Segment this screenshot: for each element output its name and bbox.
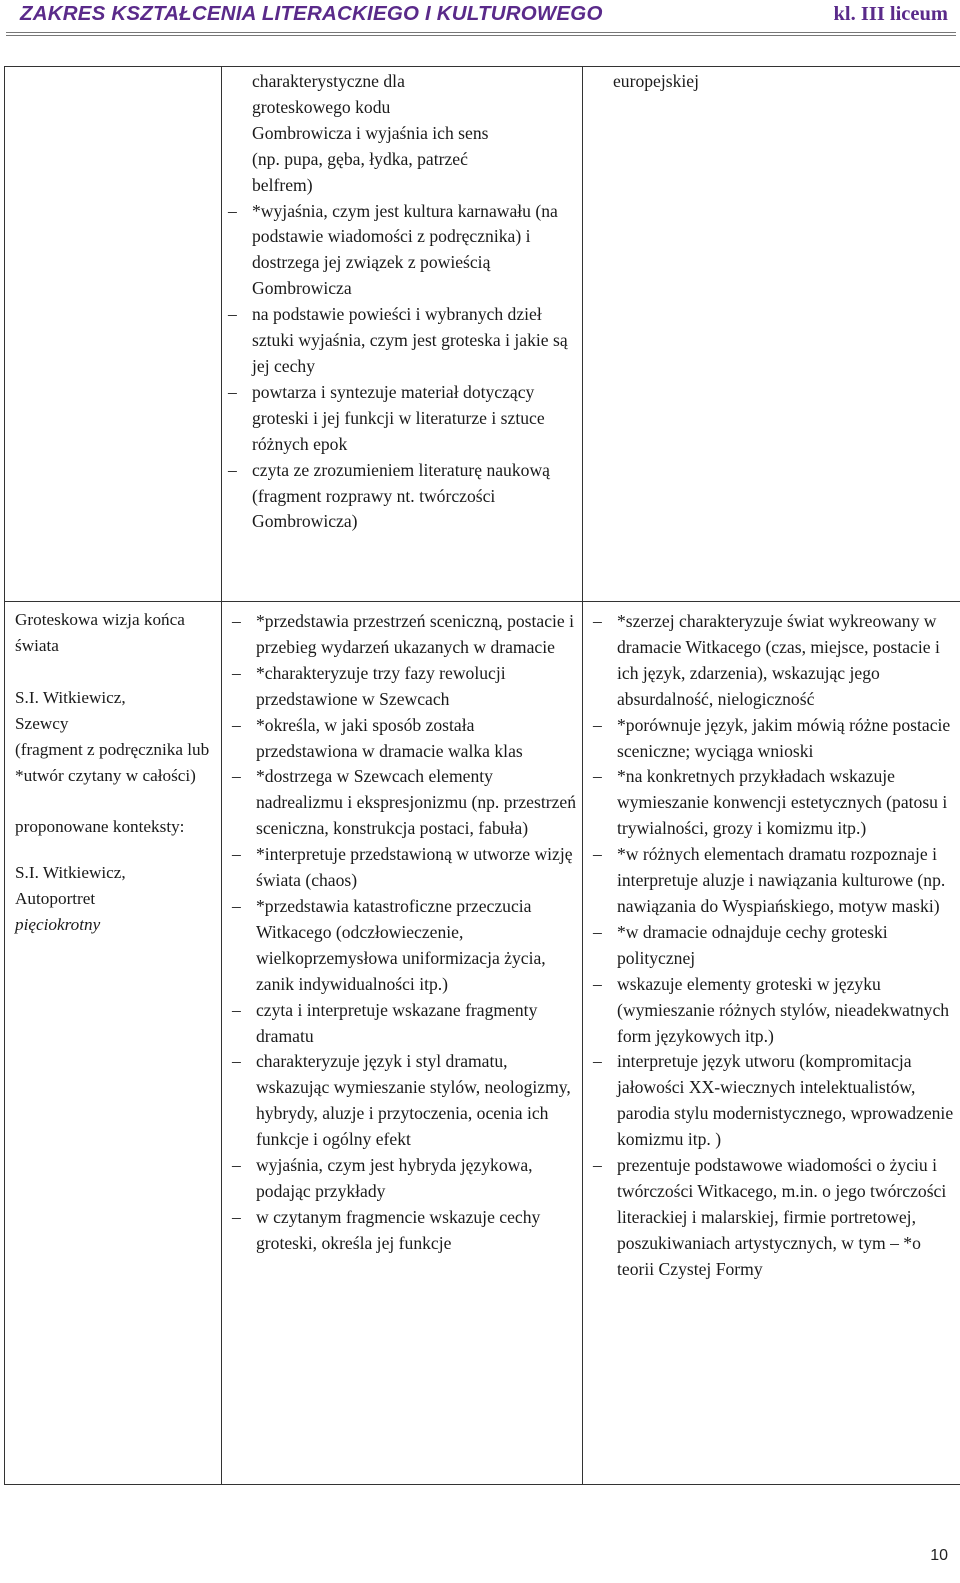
list-item: – *przedstawia przestrzeń sceniczną, postacie i przebieg wydarzeń ukazanych w dramacie <box>226 609 578 661</box>
page-header <box>0 0 960 34</box>
header-rule-bottom <box>6 35 956 36</box>
list-item: – interpretuje język utworu (kompromitacja jałowości XX-wiecznych intelektualistów, parodia stylu modernistycznego, wprowadzenie komizmu itp. ) <box>587 1049 956 1153</box>
work-title: Autoportret <box>15 889 96 909</box>
table-row <box>5 67 960 602</box>
table-row <box>5 602 960 1485</box>
class-level: kl. III liceum <box>833 3 948 25</box>
extended-requirements-cell <box>583 67 960 602</box>
extended-requirements-list <box>587 609 956 1283</box>
work-title: pięciokrotny <box>15 915 101 935</box>
list-item: – powtarza i syntezuje materiał dotyczący groteski i jej funkcji w literaturze i sztuce różnych epok <box>252 380 578 458</box>
topic-title: Groteskowa wizja końca świata <box>15 610 185 655</box>
curriculum-table <box>4 66 960 1485</box>
requirements-list <box>252 199 578 536</box>
text-line: belfrem) <box>252 174 313 195</box>
list-item: – *na konkretnych przykładach wskazuje wymieszanie konwencji estetycznych (patosu i trywialności, grozy i komizmu itp.) <box>587 764 956 842</box>
author: S.I. Witkiewicz, <box>15 863 126 883</box>
list-item: – czyta i interpretuje wskazane fragmenty dramatu <box>226 998 578 1050</box>
text-line: (np. pupa, gęba, łydka, patrzeć <box>252 148 468 169</box>
topic-cell <box>5 67 222 602</box>
requirements-cell <box>222 602 583 1485</box>
list-item: – wskazuje elementy groteski w języku (wymieszanie różnych stylów, nieadekwatnych form językowych itp.) <box>587 972 956 1050</box>
requirements-cell <box>222 67 583 602</box>
list-item: – w czytanym fragmencie wskazuje cechy groteski, określa jej funkcje <box>226 1205 578 1257</box>
header-rule-top <box>6 32 956 33</box>
list-item: – *w dramacie odnajduje cechy groteski politycznej <box>587 920 956 972</box>
list-item: – wyjaśnia, czym jest hybryda językowa, podając przykłady <box>226 1153 578 1205</box>
page-number: 10 <box>930 1547 948 1564</box>
list-item: – prezentuje podstawowe wiadomości o życiu i twórczości Witkacego, m.in. o jego twórczości literackiej i malarskiej, firmie portretowej, poszukiwaniach artystycznych, w tym – *o teorii Czystej Formy <box>587 1153 956 1283</box>
contexts-label: proponowane konteksty: <box>15 817 185 837</box>
work-title: Szewcy <box>15 713 69 733</box>
list-item: – *szerzej charakteryzuje świat wykreowany w dramacie Witkacego (czas, miejsce, postacie i ich język, zdarzenia), wskazując jego absurdalność, nielogiczność <box>587 609 956 713</box>
author: S.I. Witkiewicz, <box>15 687 126 707</box>
text-line: groteskowego kodu <box>252 96 391 117</box>
list-item: – czyta ze zrozumieniem literaturę naukową (fragment rozprawy nt. twórczości Gombrowicza) <box>252 458 578 536</box>
list-item: – *określa, w jaki sposób została przedstawiona w dramacie walka klas <box>226 713 578 765</box>
text-line: charakterystyczne dla <box>252 71 405 91</box>
list-item: – *wyjaśnia, czym jest kultura karnawału (na podstawie wiadomości z podręcznika) i dostrzega jej związek z powieścią Gombrowicza <box>252 199 578 303</box>
list-item: – charakteryzuje język i styl dramatu, wskazując wymieszanie stylów, neologizmy, hybrydy, aluzje i przytoczenia, ocenia ich funkcje i ogólny efekt <box>226 1049 578 1153</box>
list-item: – *dostrzega w Szewcach elementy nadrealizmu i ekspresjonizmu (np. przestrzeń sceniczna, konstrukcja postaci, fabuła) <box>226 764 578 842</box>
document-title: ZAKRES KSZTAŁCENIA LITERACKIEGO I KULTUROWEGO <box>20 2 603 25</box>
list-item: – *przedstawia katastroficzne przeczucia Witkacego (odczłowieczenie, wielkoprzemysłowa uniformizacja życia, zanik indywidualności itp.) <box>226 894 578 998</box>
topic-cell <box>5 602 222 1485</box>
requirements-list <box>226 609 578 1257</box>
continued-text <box>252 69 578 199</box>
text-line: Gombrowicza i wyjaśnia ich sens <box>252 122 489 143</box>
list-item: – *charakteryzuje trzy fazy rewolucji przedstawione w Szewcach <box>226 661 578 713</box>
list-item: – *interpretuje przedstawioną w utworze wizję świata (chaos) <box>226 842 578 894</box>
list-item: – *porównuje język, jakim mówią różne postacie sceniczne; wyciąga wnioski <box>587 713 956 765</box>
list-item: – *w różnych elementach dramatu rozpoznaje i interpretuje aluzje i nawiązania kulturowe (np. nawiązania do Wyspiańskiego, motyw maski) <box>587 842 956 920</box>
extended-requirements-cell <box>583 602 960 1485</box>
list-item: – na podstawie powieści i wybranych dzieł sztuki wyjaśnia, czym jest groteska i jakie są jej cechy <box>252 302 578 380</box>
continued-text: europejskiej <box>613 71 699 91</box>
work-note: (fragment z podręcznika lub *utwór czytany w całości) <box>15 739 210 785</box>
